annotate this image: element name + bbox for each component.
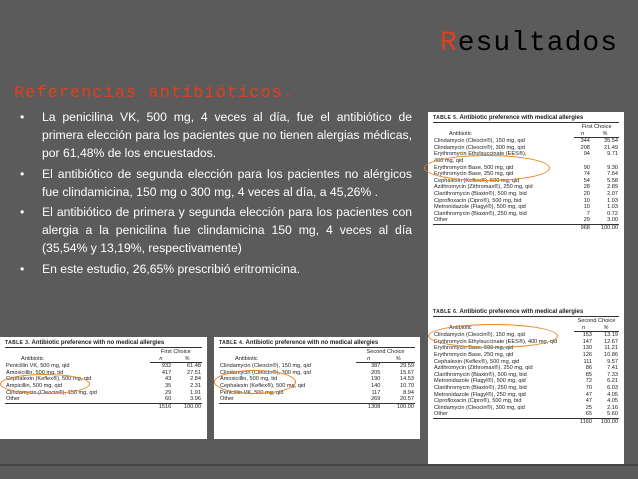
cell-antibiotic: Azithromycin (Zithromax®), 250 mg, qid (434, 184, 533, 191)
cell-n: 90 (583, 164, 590, 171)
bullet-item: • En este estudio, 26,65% prescribió eritromicina. (14, 260, 412, 278)
cell-antibiotic: Other (6, 396, 20, 403)
cell-antibiotic: Other (434, 217, 448, 224)
cell-antibiotic: Erythromycin Base, 250 mg, qid (434, 171, 514, 178)
column-header-antibiotic: Antibiotic (235, 356, 258, 363)
cell-antibiotic: Penicillin VK, 500 mg, qid (220, 389, 284, 396)
bullet-item: • El antibiótico de primera y segunda elección para los pacientes con alergia a la penicilina fue clindamicina 150 mg, 4 veces al día (35,54% y 13,19%, respectivamente) (14, 203, 412, 258)
cell-n: 208 (580, 144, 590, 151)
slide-subtitle: Referencias antibióticos. (14, 84, 295, 103)
cell-total-label (433, 418, 574, 425)
cell-pct: 6.03 (607, 384, 618, 391)
table-row (433, 411, 619, 418)
slide-title-initial: R (439, 28, 458, 59)
table-row (433, 217, 619, 224)
column-header-pct: % (591, 131, 619, 138)
column-header-antibiotic: Antibiotic (21, 356, 44, 363)
cell-pct: 7.64 (607, 171, 618, 178)
cell-n: 269 (371, 396, 381, 403)
bullet-item: • El antibiótico de segunda elección para los pacientes no alérgicos fue clindamicina, 150 mg o 300 mg, 4 veces al día, a 45,26% . (14, 165, 412, 201)
table-5 (428, 112, 624, 308)
cell-antibiotic: Clindamycin (Cleocin®), 150 mg, qid (434, 331, 525, 338)
cell-antibiotic: Erythromycin Base, 500 mg, qid (434, 164, 514, 171)
table-row (433, 184, 619, 191)
cell-n: 130 (582, 345, 593, 352)
table-label: TABLE 4. (219, 340, 245, 346)
table-label: TABLE 3. (5, 340, 31, 346)
table-title: Antibiotic preference with medical allergies (459, 309, 584, 315)
cell-n: 387 (371, 363, 381, 370)
cell-pct: 9.57 (607, 358, 618, 365)
cell-n: 72 (585, 378, 593, 385)
cell-antibiotic: Cephalexin (Keflex®), 500 mg, qid (220, 382, 306, 389)
cell-antibiotic: Cephalexin (Keflex®), 500 mg, qid (6, 376, 92, 383)
data-table (433, 318, 619, 426)
data-table (5, 349, 202, 410)
cell-n: 10 (583, 204, 590, 211)
cell-n: 417 (161, 369, 172, 376)
cell-pct: 9.71 (607, 151, 618, 158)
cell-n: 60 (164, 396, 172, 403)
cell-total-pct: 100.00 (593, 418, 619, 425)
cell-pct: 35.54 (604, 138, 618, 145)
table-row (5, 363, 202, 370)
table-row (433, 151, 619, 158)
cell-pct: 29.59 (400, 363, 414, 370)
cell-pct: 1.03 (607, 204, 618, 211)
table-row (5, 396, 202, 403)
data-table (219, 349, 415, 410)
cell-n: 932 (161, 363, 172, 370)
bullet-item: • La penicilina VK, 500 mg, 4 veces al día, fue el antibiótico de primera elección para los pacientes que no tienen alergias médicas, por 61,48% de los encuestados. (14, 108, 412, 163)
cell-n: 205 (371, 369, 381, 376)
cell-antibiotic: Clarithromycin (Biaxin®), 500 mg, bid (434, 190, 527, 197)
cell-pct: 3.96 (190, 396, 201, 403)
cell-antibiotic: Erythromycin Base, 250 mg, qid (434, 351, 514, 358)
cell-antibiotic: Metronidazole (Flagyl®), 250 mg, qid (434, 391, 526, 398)
cell-total-n: 968 (574, 224, 591, 231)
table-4 (214, 337, 420, 439)
table-row (433, 158, 619, 165)
cell-n: 25 (585, 404, 593, 411)
cell-pct: 20.57 (400, 396, 414, 403)
cell-pct: 8.94 (403, 389, 414, 396)
cell-pct: 2.16 (607, 404, 618, 411)
cell-pct: 1.91 (190, 389, 201, 396)
table-label: TABLE 5. (433, 115, 459, 121)
cell-antibiotic: Cephalexin (Keflex®), 500 mg, qid (434, 358, 520, 365)
cell-total-label (5, 403, 150, 410)
cell-pct: 61.48 (187, 363, 201, 370)
cell-total-n: 1516 (150, 403, 173, 410)
cell-n: 85 (585, 371, 593, 378)
cell-antibiotic: Clarithromycin (Biaxin®), 500 mg, bid (434, 371, 527, 378)
table-total-row (433, 418, 619, 425)
cell-pct: 9.30 (607, 164, 618, 171)
table-row (219, 363, 415, 370)
table-header-row (433, 318, 619, 325)
cell-n: 35 (164, 382, 172, 389)
cell-n: 43 (164, 376, 172, 383)
table-row (5, 383, 202, 390)
cell-total-n: 1308 (356, 403, 381, 410)
cell-pct: 4.05 (607, 398, 618, 405)
table-row (433, 211, 619, 218)
cell-antibiotic: Ciprofloxacin (Cipro®), 500 mg, bid (434, 197, 522, 204)
cell-antibiotic: Other (220, 396, 234, 403)
table-3 (0, 337, 207, 439)
cell-antibiotic: Amoxicillin, 500 mg, tid (220, 376, 278, 383)
cell-pct: 10.86 (604, 351, 618, 358)
cell-pct: 2.07 (607, 190, 618, 197)
cell-pct: 7.41 (607, 365, 618, 372)
cell-antibiotic: Ampicillin, 500 mg, qid (6, 382, 62, 389)
cell-pct: 15.67 (400, 369, 414, 376)
cell-n: 190 (371, 376, 381, 383)
cell-antibiotic: Clindamycin (Cleocin®), 150 mg, qid (6, 389, 97, 396)
table-row (219, 376, 415, 383)
table-6 (428, 306, 624, 464)
cell-pct: 11.21 (604, 345, 618, 352)
cell-antibiotic: Metronidazole (Flagyl®), 500 mg, qid (434, 204, 526, 211)
cell-pct: 13.19 (604, 332, 618, 339)
cell-n: 54 (583, 177, 590, 184)
column-header-n: n (150, 356, 173, 363)
cell-n: 153 (582, 332, 593, 339)
cell-antibiotic: Clarithromycin (Biaxin®), 250 mg, bid (434, 210, 527, 217)
slide-title-rest: esultados (457, 28, 618, 59)
table-header-row (433, 124, 619, 131)
cell-pct: 12.67 (604, 338, 618, 345)
table-row (433, 339, 619, 346)
table-total-row (433, 224, 619, 231)
cell-antibiotic: Clindamycin (Cleocin®), 300 mg, qid (434, 144, 525, 151)
table-header-row (219, 349, 415, 356)
table-row (433, 378, 619, 385)
cell-n: 29 (164, 389, 172, 396)
cell-n: 117 (371, 389, 381, 396)
cell-antibiotic: Amoxicillin, 500 mg, tid (6, 369, 64, 376)
column-header-pct: % (593, 325, 619, 332)
cell-n: 74 (583, 171, 590, 178)
column-header-antibiotic: Antibiotic (449, 325, 472, 332)
cell-antibiotic: Azithromycin (Zithromax®), 250 mg, qid (434, 365, 533, 372)
table-caption (5, 340, 202, 348)
cell-antibiotic: Metronidazole (Flagyl®), 500 mg, qid (434, 378, 526, 385)
cell-pct: 6.21 (607, 378, 618, 385)
cell-n: 47 (585, 391, 593, 398)
column-header-group: First Choice (581, 124, 612, 130)
table-caption (433, 115, 619, 123)
table-total-row (5, 403, 202, 410)
table-row (433, 165, 619, 172)
cell-n: 140 (371, 382, 381, 389)
cell-pct: 1.03 (607, 197, 618, 204)
cell-pct: 0.72 (607, 210, 618, 217)
column-header-group: Second Choice (366, 349, 405, 355)
cell-total-pct: 100.00 (381, 403, 415, 410)
cell-pct: 5.60 (607, 411, 618, 418)
cell-pct: 2.89 (607, 184, 618, 191)
table-row (433, 352, 619, 359)
cell-pct: 27.51 (187, 369, 201, 376)
table-row (433, 204, 619, 211)
column-header-pct: % (172, 356, 202, 363)
table-row (219, 396, 415, 403)
cell-antibiotic: Other (434, 411, 448, 418)
column-header-group: Second Choice (577, 318, 616, 324)
cell-antibiotic: Clindamycin (Cleocin®), 150 mg, qid (220, 362, 311, 369)
table-total-row (219, 403, 415, 410)
cell-antibiotic: Erythromycin Ethylsuccinate (EES®), (434, 151, 527, 158)
cell-n: 147 (582, 338, 593, 345)
table-row (433, 385, 619, 392)
cell-pct: 2.31 (190, 382, 201, 389)
table-row (219, 383, 415, 390)
cell-antibiotic: Erythromycin Base, 500 mg, qid (434, 345, 514, 352)
cell-n: 126 (582, 351, 593, 358)
cell-n: 7 (586, 210, 590, 217)
cell-pct: 21.49 (604, 144, 618, 151)
cell-antibiotic: Clindamycin (Cleocin®), 150 mg, qid (434, 137, 525, 144)
cell-total-label (219, 403, 356, 410)
table-row (219, 370, 415, 377)
data-table (433, 124, 619, 232)
table-row (433, 332, 619, 339)
cell-n: 47 (585, 398, 593, 405)
cell-pct: 7.33 (607, 371, 618, 378)
footer-divider (0, 464, 638, 466)
column-header-n: n (356, 356, 381, 363)
cell-pct: 14.53 (400, 376, 414, 383)
table-row (5, 376, 202, 383)
cell-n: 111 (583, 358, 593, 365)
cell-total-n: 1160 (574, 418, 593, 425)
cell-pct (591, 158, 619, 165)
cell-pct: 10.70 (400, 382, 414, 389)
cell-n: 94 (583, 151, 590, 158)
table-header-row (5, 349, 202, 356)
cell-antibiotic: Clindamycin (Cleocin®), 300 mg, qid (220, 369, 311, 376)
table-row (433, 398, 619, 405)
table-row (433, 171, 619, 178)
cell-n: 70 (585, 384, 593, 391)
column-header-group: First Choice (160, 349, 191, 355)
cell-antibiotic: Cephalexin (Keflex®), 500 mg, qid (434, 177, 520, 184)
column-header-n: n (574, 325, 593, 332)
cell-antibiotic: Erythromycin Ethylsuccinate (EES®), 400 mg, qid (434, 338, 558, 345)
table-caption (219, 340, 415, 348)
cell-n: 28 (583, 184, 590, 191)
cell-antibiotic: Ciprofloxacin (Cipro®), 500 mg, bid (434, 398, 522, 405)
column-header-antibiotic: Antibiotic (449, 131, 472, 138)
cell-pct: 3.00 (607, 217, 618, 224)
column-header-n: n (574, 131, 591, 138)
table-title: Antibiotic preference with no medical allergies (245, 340, 379, 346)
cell-n: 65 (585, 411, 593, 418)
table-caption (433, 309, 619, 317)
cell-n: 10 (583, 197, 590, 204)
cell-n: 29 (583, 217, 590, 224)
table-row (433, 405, 619, 412)
table-row (433, 191, 619, 198)
cell-total-pct: 100.00 (172, 403, 202, 410)
cell-antibiotic: Clarithromycin (Biaxin®), 250 mg, bid (434, 384, 527, 391)
cell-pct: 4.05 (607, 391, 618, 398)
table-row (219, 390, 415, 397)
table-title: Antibiotic preference with medical allergies (459, 115, 584, 121)
cell-antibiotic: Clindamycin (Cleocin®), 300 mg, qid (434, 404, 525, 411)
bullet-list (14, 108, 412, 280)
table-label: TABLE 6. (433, 309, 459, 315)
table-title: Antibiotic preference with no medical allergies (31, 340, 165, 346)
slide-title (440, 28, 618, 59)
table-row (5, 390, 202, 397)
table-row (433, 365, 619, 372)
cell-n: 20 (583, 190, 590, 197)
cell-antibiotic: Penicillin VK, 500 mg, qid (6, 362, 70, 369)
table-row (433, 345, 619, 352)
cell-total-label (433, 224, 574, 231)
cell-n: 344 (580, 138, 590, 145)
cell-total-pct: 100.00 (591, 224, 619, 231)
cell-n (574, 158, 591, 165)
cell-n: 86 (585, 365, 593, 372)
cell-pct: 5.58 (607, 177, 618, 184)
cell-antibiotic: 400 mg, qid (434, 157, 464, 164)
table-row (433, 138, 619, 145)
cell-pct: 2.84 (190, 376, 201, 383)
column-header-pct: % (381, 356, 415, 363)
